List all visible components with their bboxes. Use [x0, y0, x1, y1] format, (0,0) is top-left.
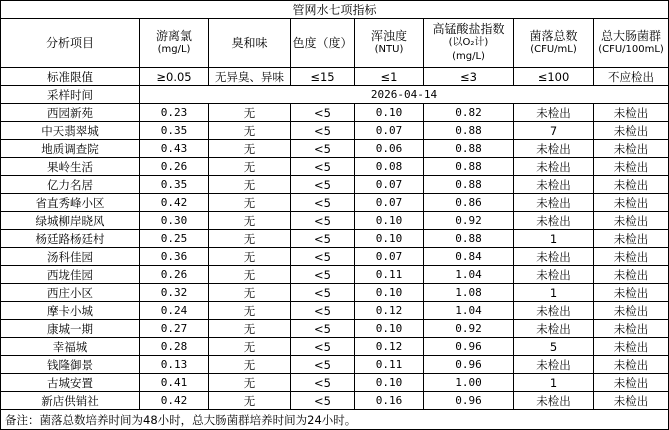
- coliform-cell: 未检出: [594, 284, 669, 302]
- coliform-cell: 未检出: [594, 212, 669, 230]
- cod-cell: 0.84: [424, 248, 514, 266]
- cod-cell: 0.96: [424, 356, 514, 374]
- turbidity-cell: 0.06: [355, 140, 424, 158]
- header-bacteria: [514, 19, 594, 68]
- color-cell: <5: [291, 302, 355, 320]
- table-row: [1, 140, 669, 158]
- header-cod-name: 高锰酸盐指数: [432, 22, 505, 36]
- chlorine-cell: 0.26: [140, 266, 209, 284]
- turbidity-cell: 0.07: [355, 122, 424, 140]
- odor-cell: 无: [209, 212, 291, 230]
- site-cell: 幸福城: [1, 338, 140, 356]
- odor-cell: 无: [209, 356, 291, 374]
- standard-row: [1, 68, 669, 86]
- site-cell: 摩卡小城: [1, 302, 140, 320]
- bacteria-cell: 未检出: [514, 212, 594, 230]
- coliform-cell: 未检出: [594, 320, 669, 338]
- turbidity-cell: 0.10: [355, 320, 424, 338]
- site-cell: 省直秀峰小区: [1, 194, 140, 212]
- site-cell: 新店供销社: [1, 392, 140, 410]
- table-row: [1, 266, 669, 284]
- color-cell: <5: [291, 338, 355, 356]
- turbidity-cell: 0.12: [355, 302, 424, 320]
- bacteria-cell: 1: [514, 374, 594, 392]
- chlorine-cell: 0.35: [140, 122, 209, 140]
- standard-cod: ≤3: [424, 68, 514, 86]
- table-row: [1, 104, 669, 122]
- site-cell: 绿城柳岸晓风: [1, 212, 140, 230]
- header-coliform-unit: (CFU/100mL): [598, 44, 664, 55]
- turbidity-cell: 0.10: [355, 230, 424, 248]
- odor-cell: 无: [209, 194, 291, 212]
- odor-cell: 无: [209, 176, 291, 194]
- cod-cell: 1.00: [424, 374, 514, 392]
- chlorine-cell: 0.30: [140, 212, 209, 230]
- bacteria-cell: 未检出: [514, 302, 594, 320]
- coliform-cell: 未检出: [594, 194, 669, 212]
- turbidity-cell: 0.07: [355, 176, 424, 194]
- sampling-label: 采样时间: [1, 86, 140, 104]
- table-row: [1, 320, 669, 338]
- bacteria-cell: 未检出: [514, 140, 594, 158]
- odor-cell: 无: [209, 392, 291, 410]
- chlorine-cell: 0.13: [140, 356, 209, 374]
- coliform-cell: 未检出: [594, 356, 669, 374]
- header-cod-unit: (mg/L): [452, 51, 485, 62]
- header-bacteria-name: 菌落总数: [529, 29, 578, 43]
- color-cell: <5: [291, 248, 355, 266]
- coliform-cell: 未检出: [594, 338, 669, 356]
- cod-cell: 1.04: [424, 302, 514, 320]
- table-row: [1, 248, 669, 266]
- title-row: [1, 1, 669, 19]
- header-cod-basis: (以O₂计): [448, 37, 489, 48]
- header-turbidity-unit: (NTU): [374, 44, 404, 55]
- header-item: 分析项目: [1, 19, 140, 68]
- bacteria-cell: 未检出: [514, 356, 594, 374]
- header-turbidity: [355, 19, 424, 68]
- bacteria-cell: 未检出: [514, 266, 594, 284]
- table-row: [1, 212, 669, 230]
- header-bacteria-unit: (CFU/mL): [530, 44, 577, 55]
- bacteria-cell: 5: [514, 338, 594, 356]
- color-cell: <5: [291, 140, 355, 158]
- header-cod: [424, 19, 514, 68]
- odor-cell: 无: [209, 230, 291, 248]
- table-row: [1, 356, 669, 374]
- standard-color: ≤15: [291, 68, 355, 86]
- site-cell: 西园新苑: [1, 104, 140, 122]
- bacteria-cell: 7: [514, 122, 594, 140]
- site-cell: 中天翡翠城: [1, 122, 140, 140]
- chlorine-cell: 0.41: [140, 374, 209, 392]
- standard-odor: 无异臭、异味: [209, 68, 291, 86]
- odor-cell: 无: [209, 374, 291, 392]
- chlorine-cell: 0.32: [140, 284, 209, 302]
- standard-label: 标准限值: [1, 68, 140, 86]
- color-cell: <5: [291, 158, 355, 176]
- chlorine-cell: 0.26: [140, 158, 209, 176]
- bacteria-cell: 未检出: [514, 248, 594, 266]
- cod-cell: 1.04: [424, 266, 514, 284]
- standard-turbidity: ≤1: [355, 68, 424, 86]
- color-cell: <5: [291, 176, 355, 194]
- coliform-cell: 未检出: [594, 266, 669, 284]
- cod-cell: 1.08: [424, 284, 514, 302]
- coliform-cell: 未检出: [594, 392, 669, 410]
- coliform-cell: 未检出: [594, 230, 669, 248]
- chlorine-cell: 0.43: [140, 140, 209, 158]
- cod-cell: 0.96: [424, 338, 514, 356]
- site-cell: 地质调查院: [1, 140, 140, 158]
- cod-cell: 0.92: [424, 320, 514, 338]
- coliform-cell: 未检出: [594, 122, 669, 140]
- chlorine-cell: 0.24: [140, 302, 209, 320]
- site-cell: 亿力名居: [1, 176, 140, 194]
- odor-cell: 无: [209, 284, 291, 302]
- turbidity-cell: 0.10: [355, 374, 424, 392]
- color-cell: <5: [291, 194, 355, 212]
- standard-bacteria: ≤100: [514, 68, 594, 86]
- site-cell: 西垅佳园: [1, 266, 140, 284]
- site-cell: 钱隆御景: [1, 356, 140, 374]
- bacteria-cell: 未检出: [514, 176, 594, 194]
- chlorine-cell: 0.42: [140, 392, 209, 410]
- turbidity-cell: 0.11: [355, 266, 424, 284]
- table-title: 管网水七项指标: [1, 1, 669, 19]
- site-cell: 西庄小区: [1, 284, 140, 302]
- color-cell: <5: [291, 266, 355, 284]
- standard-coliform: 不应检出: [594, 68, 669, 86]
- header-chlorine-unit: (mg/L): [157, 44, 191, 55]
- site-cell: 康城一期: [1, 320, 140, 338]
- header-coliform: [594, 19, 669, 68]
- color-cell: <5: [291, 356, 355, 374]
- coliform-cell: 未检出: [594, 140, 669, 158]
- cod-cell: 0.96: [424, 392, 514, 410]
- color-cell: <5: [291, 230, 355, 248]
- header-chlorine: [140, 19, 209, 68]
- bacteria-cell: 1: [514, 284, 594, 302]
- cod-cell: 0.88: [424, 158, 514, 176]
- color-cell: <5: [291, 104, 355, 122]
- odor-cell: 无: [209, 122, 291, 140]
- odor-cell: 无: [209, 338, 291, 356]
- chlorine-cell: 0.27: [140, 320, 209, 338]
- odor-cell: 无: [209, 140, 291, 158]
- table-row: [1, 176, 669, 194]
- table-row: [1, 284, 669, 302]
- table-row: [1, 194, 669, 212]
- bacteria-cell: 未检出: [514, 104, 594, 122]
- coliform-cell: 未检出: [594, 176, 669, 194]
- turbidity-cell: 0.07: [355, 248, 424, 266]
- turbidity-cell: 0.10: [355, 212, 424, 230]
- coliform-cell: 未检出: [594, 302, 669, 320]
- color-cell: <5: [291, 122, 355, 140]
- site-cell: 古城安置: [1, 374, 140, 392]
- turbidity-cell: 0.10: [355, 284, 424, 302]
- coliform-cell: 未检出: [594, 104, 669, 122]
- table-row: [1, 230, 669, 248]
- cod-cell: 0.88: [424, 176, 514, 194]
- bacteria-cell: 未检出: [514, 158, 594, 176]
- color-cell: <5: [291, 392, 355, 410]
- table-row: [1, 374, 669, 392]
- turbidity-cell: 0.11: [355, 356, 424, 374]
- coliform-cell: 未检出: [594, 248, 669, 266]
- chlorine-cell: 0.36: [140, 248, 209, 266]
- turbidity-cell: 0.07: [355, 194, 424, 212]
- header-turbidity-name: 浑浊度: [370, 29, 407, 43]
- coliform-cell: 未检出: [594, 374, 669, 392]
- turbidity-cell: 0.16: [355, 392, 424, 410]
- odor-cell: 无: [209, 266, 291, 284]
- bacteria-cell: 未检出: [514, 194, 594, 212]
- sampling-date: 2026-04-14: [140, 86, 669, 104]
- cod-cell: 0.88: [424, 122, 514, 140]
- sampling-row: [1, 86, 669, 104]
- table-row: [1, 338, 669, 356]
- chlorine-cell: 0.28: [140, 338, 209, 356]
- standard-chlorine: ≥0.05: [140, 68, 209, 86]
- color-cell: <5: [291, 374, 355, 392]
- header-chlorine-name: 游离氯: [155, 29, 192, 43]
- bacteria-cell: 1: [514, 230, 594, 248]
- cod-cell: 0.88: [424, 230, 514, 248]
- table-row: [1, 158, 669, 176]
- odor-cell: 无: [209, 104, 291, 122]
- turbidity-cell: 0.10: [355, 104, 424, 122]
- table-row: [1, 122, 669, 140]
- cod-cell: 0.86: [424, 194, 514, 212]
- color-cell: <5: [291, 284, 355, 302]
- footnote: 备注：菌落总数培养时间为48小时，总大肠菌群培养时间为24小时。: [1, 410, 669, 430]
- header-coliform-name: 总大肠菌群: [601, 29, 662, 43]
- odor-cell: 无: [209, 302, 291, 320]
- cod-cell: 0.92: [424, 212, 514, 230]
- chlorine-cell: 0.23: [140, 104, 209, 122]
- site-cell: 果岭生活: [1, 158, 140, 176]
- bacteria-cell: 未检出: [514, 392, 594, 410]
- turbidity-cell: 0.08: [355, 158, 424, 176]
- turbidity-cell: 0.12: [355, 338, 424, 356]
- cod-cell: 0.82: [424, 104, 514, 122]
- coliform-cell: 未检出: [594, 158, 669, 176]
- odor-cell: 无: [209, 248, 291, 266]
- header-odor: 臭和味: [209, 19, 291, 68]
- cod-cell: 0.88: [424, 140, 514, 158]
- odor-cell: 无: [209, 158, 291, 176]
- table-row: [1, 302, 669, 320]
- header-color: 色度（度）: [291, 19, 355, 68]
- chlorine-cell: 0.25: [140, 230, 209, 248]
- site-cell: 杨廷路杨廷村: [1, 230, 140, 248]
- color-cell: <5: [291, 212, 355, 230]
- color-cell: <5: [291, 320, 355, 338]
- chlorine-cell: 0.42: [140, 194, 209, 212]
- bacteria-cell: 未检出: [514, 320, 594, 338]
- header-row: [1, 19, 669, 68]
- table-row: [1, 392, 669, 410]
- odor-cell: 无: [209, 320, 291, 338]
- site-cell: 汤科佳园: [1, 248, 140, 266]
- chlorine-cell: 0.35: [140, 176, 209, 194]
